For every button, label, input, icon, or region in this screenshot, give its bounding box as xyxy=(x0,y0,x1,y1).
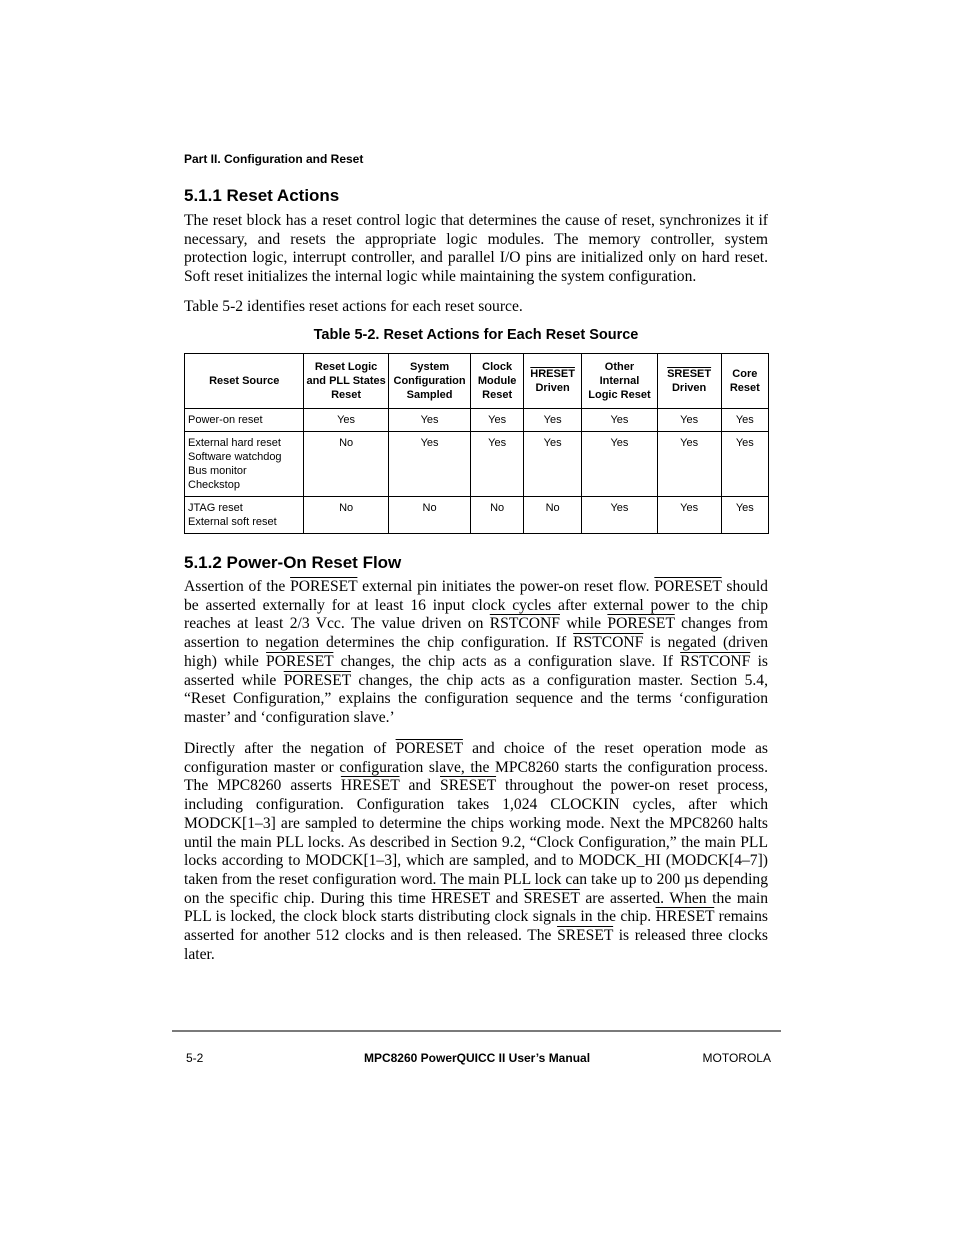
signal-name: PORESET xyxy=(607,615,675,633)
table-caption: Table 5-2. Reset Actions for Each Reset Source xyxy=(313,327,639,343)
signal-name: RSTCONF xyxy=(573,634,644,652)
signal-name: HRESET xyxy=(530,368,575,380)
table-row xyxy=(185,432,769,497)
reset-action-cell: Yes xyxy=(471,432,523,497)
section-heading-reset-actions: 5.1.1 Reset Actions xyxy=(184,186,340,205)
signal-name: SRESET xyxy=(667,368,712,380)
reset-source-label: Bus monitor xyxy=(188,465,247,477)
signal-name: HRESET xyxy=(340,777,400,795)
signal-name: PORESET xyxy=(283,671,351,689)
reset-source-label: Software watchdog xyxy=(188,451,282,463)
signal-name: PORESET xyxy=(266,652,334,670)
footer-rule xyxy=(172,1030,781,1032)
reset-action-cell: Yes xyxy=(304,409,388,432)
reset-action-cell: Yes xyxy=(657,409,721,432)
signal-name: PORESET xyxy=(654,578,722,595)
section-heading-power-on-reset-flow: 5.1.2 Power-On Reset Flow xyxy=(184,553,402,572)
reset-action-cell: Yes xyxy=(388,432,471,497)
reset-action-cell: Yes xyxy=(582,497,657,534)
power-on-reset-paragraph-2: Directly after the negation of PORESET and choice of the reset operation mode as configuration master or configuration slave, the MPC8260 starts the configuration process. The MPC8260 asserts HRESET and SRESET throughout the power-on reset process, including configuration. Configuration takes 1,024 CLOCKIN cycles, after which MODCK[1–3] are sampled to determine the chips working mode. Next the MPC8260 halts until the main PLL locks. As described in Section 9.2, “Clock Configuration,” the main PLL locks according to MODCK[1–3], which are sampled, and to MODCK_HI (MODCK[4–7]) taken from the reset configuration word. The main PLL lock can take up to 200 µs depending on the specific chip. During this time HRESET and SRESET are asserted. When the main PLL is locked, the clock block starts distributing clock signals in the chip. HRESET remains asserted for another 512 clocks and is then released. The SRESET is released three clocks later. xyxy=(184,740,768,963)
header-system-configuration: System Configuration Sampled xyxy=(388,354,471,409)
signal-name: SRESET xyxy=(523,889,580,907)
reset-source-cell xyxy=(185,409,304,432)
manual-title: MPC8260 PowerQUICC II User’s Manual xyxy=(363,1051,591,1065)
reset-source-label: Power-on reset xyxy=(188,414,263,426)
table-row xyxy=(185,497,769,534)
signal-name: RSTCONF xyxy=(680,652,751,670)
table-row xyxy=(185,409,769,432)
header-other-internal-logic: Other Internal Logic Reset xyxy=(582,354,657,409)
reset-source-cell xyxy=(185,432,304,497)
reset-action-cell: Yes xyxy=(657,432,721,497)
reset-action-cell: No xyxy=(388,497,471,534)
power-on-reset-paragraph-1: Assertion of the PORESET external pin initiates the power-on reset flow. PORESET should be asserted externally for at least 16 input clock cycles after external power to the chip reaches at least 2/3 Vcc. The value driven on RSTCONF while PORESET changes from assertion to negation determines the chip configuration. If RSTCONF is negated (driven high) while PORESET changes, the chip acts as a configuration slave. If RSTCONF is asserted while PORESET changes, the chip acts as a configuration master. Section 5.4, “Reset Configuration,” explains the configuration sequence and the terms ‘configuration master’ and ‘configuration slave.’ xyxy=(184,578,768,726)
reset-action-cell: Yes xyxy=(582,409,657,432)
signal-name: RSTCONF xyxy=(489,615,560,633)
reset-action-cell: Yes xyxy=(523,409,581,432)
header-reset-logic-pll: Reset Logic and PLL States Reset xyxy=(304,354,388,409)
signal-name: PORESET xyxy=(395,740,463,757)
reset-action-cell: Yes xyxy=(657,497,721,534)
reset-action-cell: Yes xyxy=(721,432,768,497)
table-header-row xyxy=(185,354,769,409)
reset-source-label: External hard reset xyxy=(188,437,281,449)
reset-action-cell: Yes xyxy=(388,409,471,432)
reset-action-cell: Yes xyxy=(523,432,581,497)
header-core-reset: Core Reset xyxy=(721,354,768,409)
reset-action-cell: No xyxy=(471,497,523,534)
header-reset-source: Reset Source xyxy=(185,354,304,409)
reset-source-cell xyxy=(185,497,304,534)
reset-action-cell: No xyxy=(304,497,388,534)
reset-source-label: Checkstop xyxy=(188,479,240,491)
table-reference-paragraph: Table 5-2 identifies reset actions for each reset source. xyxy=(184,298,523,315)
signal-name: PORESET xyxy=(290,578,358,595)
reset-actions-paragraph: The reset block has a reset control logic that determines the cause of reset, synchronizes it if necessary, and resets the appropriate logic modules. The memory controller, system protection logic, interrupt controller, and parallel I/O pins are initialized only on hard reset. Soft reset initializes the internal logic while maintaining the system configuration. xyxy=(184,212,768,286)
publisher: MOTOROLA xyxy=(702,1051,771,1065)
header-clock-module: Clock Module Reset xyxy=(471,354,523,409)
signal-name: SRESET xyxy=(557,927,614,945)
signal-name: HRESET xyxy=(431,889,491,907)
reset-action-cell: Yes xyxy=(721,409,768,432)
signal-name: SRESET xyxy=(440,777,497,795)
signal-name: HRESET xyxy=(655,908,715,926)
reset-source-label: JTAG reset xyxy=(188,502,243,514)
header-hreset-driven: HRESET Driven xyxy=(523,354,581,409)
reset-action-cell: No xyxy=(523,497,581,534)
header-sreset-driven: SRESET Driven xyxy=(657,354,721,409)
reset-actions-table xyxy=(184,353,769,534)
running-head: Part II. Configuration and Reset xyxy=(184,152,364,166)
reset-action-cell: No xyxy=(304,432,388,497)
table-body xyxy=(185,409,769,534)
reset-source-label: External soft reset xyxy=(188,516,277,528)
reset-action-cell: Yes xyxy=(721,497,768,534)
reset-action-cell: Yes xyxy=(471,409,523,432)
page-number: 5-2 xyxy=(186,1051,204,1065)
reset-action-cell: Yes xyxy=(582,432,657,497)
